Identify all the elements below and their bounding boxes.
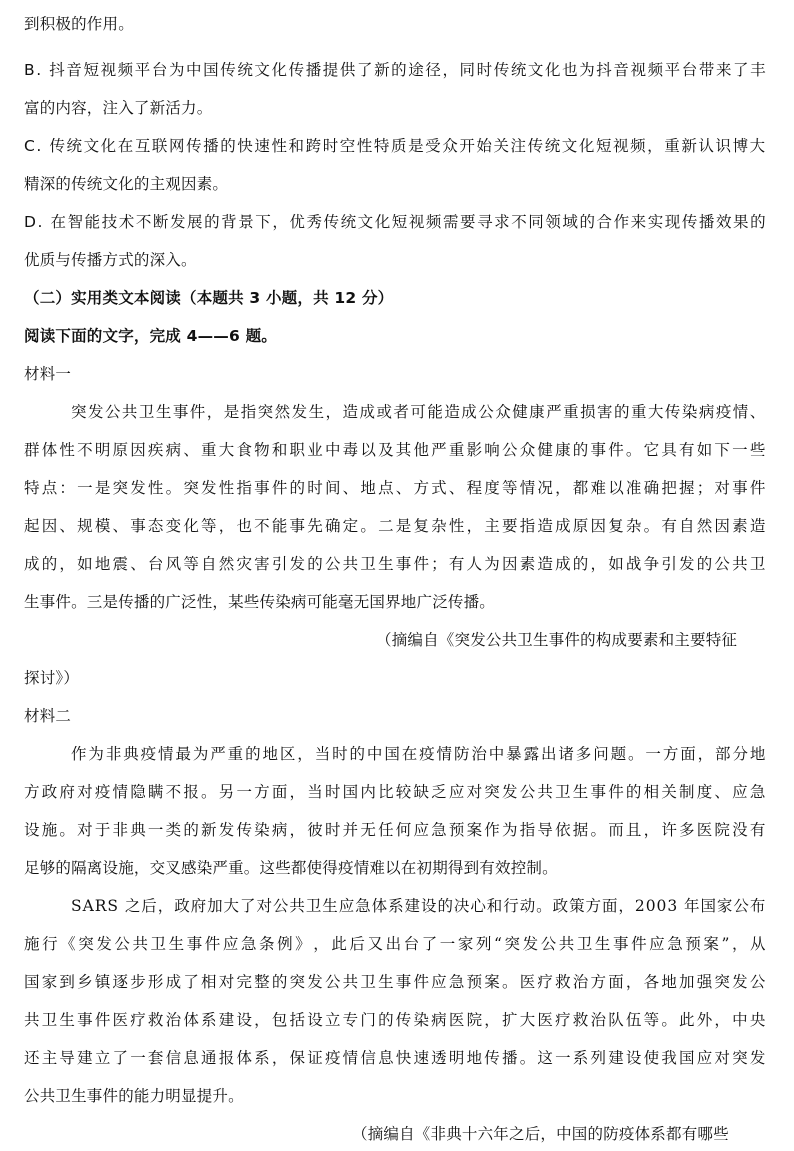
material-two-line: 施 行 《 突 发 公 共 卫 生 事 件 应 急 条 例 》 ， 此 后 又 出 台 了 一 家 列 “ 突 发 公 共 卫 生 事 件 应 急 预 案 ” ， 从	[24, 935, 766, 953]
text-line: 优质与传播方式的深入。	[24, 251, 197, 269]
source-citation: （摘编自《非典十六年之后，中国的防疫体系都有哪些	[352, 1125, 729, 1143]
source-citation: （摘编自《突发公共卫生事件的构成要素和主要特征	[376, 631, 738, 649]
option-b-line: B . 抖 音 短 视 频 平 台 为 中 国 传 统 文 化 传 播 提 供 了 新 的 途 径 ， 同 时 传 统 文 化 也 为 抖 音 视 频 平 台 带 来 了 丰	[24, 61, 766, 79]
material-two-line: 设 施 。 对 于 非 典 一 类 的 新 发 传 染 病 ， 彼 时 并 无 任 何 应 急 预 案 作 为 指 导 依 据 。 而 且 ， 许 多 医 院 没 有	[24, 821, 766, 839]
material-one-line: 成 的 ， 如 地 震 、 台 风 等 自 然 灾 害 引 发 的 公 共 卫 生 事 件 ； 有 人 为 因 素 造 成 的 ， 如 战 争 引 发 的 公 共 卫	[24, 555, 766, 573]
section-heading: （二）实用类文本阅读（本题共 3 小题，共 12 分）	[24, 289, 394, 307]
text-line: 富的内容，注入了新活力。	[24, 99, 213, 117]
material-one-line: 突 发 公 共 卫 生 事 件 ， 是 指 突 然 发 生 ， 造 成 或 者 可 能 造 成 公 众 健 康 严 重 损 害 的 重 大 传 染 病 疫 情 、	[71, 403, 766, 421]
option-d-line: D . 在 智 能 技 术 不 断 发 展 的 背 景 下 ， 优 秀 传 统 文 化 短 视 频 需 要 寻 求 不 同 领 域 的 合 作 来 实 现 传 播 效 果 的	[24, 213, 766, 231]
material-one-line: 生事件。三是传播的广泛性，某些传染病可能毫无国界地广泛传播。	[24, 593, 496, 611]
material-two-line: 国 家 到 乡 镇 逐 步 形 成 了 相 对 完 整 的 突 发 公 共 卫 生 事 件 应 急 预 案 。 医 疗 救 治 方 面 ， 各 地 加 强 突 发 公	[24, 973, 766, 991]
material-one-line: 起 因 、 规 模 、 事 态 变 化 等 ， 也 不 能 事 先 确 定 。 二 是 复 杂 性 ， 主 要 指 造 成 原 因 复 杂 。 有 自 然 因 素 造	[24, 517, 766, 535]
material-one-line: 群 体 性 不 明 原 因 疾 病 、 重 大 食 物 和 职 业 中 毒 以 及 其 他 严 重 影 响 公 众 健 康 的 事 件 。 它 具 有 如 下 一 些	[24, 441, 766, 459]
source-citation: 探讨》）	[24, 669, 80, 687]
material-two-line: 公共卫生事件的能力明显提升。	[24, 1087, 244, 1105]
material-two-line: 作 为 非 典 疫 情 最 为 严 重 的 地 区 ， 当 时 的 中 国 在 疫 情 防 治 中 暴 露 出 诸 多 问 题 。 一 方 面 ， 部 分 地	[71, 745, 766, 763]
material-one-label: 材料一	[24, 365, 72, 383]
option-c-line: C . 传 统 文 化 在 互 联 网 传 播 的 快 速 性 和 跨 时 空 性 特 质 是 受 众 开 始 关 注 传 统 文 化 短 视 频 ， 重 新 认 识 博 大	[24, 137, 766, 155]
material-two-label: 材料二	[24, 707, 72, 725]
text-line: 到积极的作用。	[24, 15, 134, 33]
material-one-line: 特 点 ： 一 是 突 发 性 。 突 发 性 指 事 件 的 时 间 、 地 点 、 方 式 、 程 度 等 情 况 ， 都 难 以 准 确 把 握 ； 对 事 件	[24, 479, 766, 497]
material-two-line: 足够的隔离设施，交叉感染严重。这些都使得疫情难以在初期得到有效控制。	[24, 859, 558, 877]
material-two-line: S A R S 之 后 ， 政 府 加 大 了 对 公 共 卫 生 应 急 体 系 建 设 的 决 心 和 行 动 。 政 策 方 面 ， 2 0 0 3 年 国 家 公 布	[71, 897, 766, 915]
material-two-line: 还 主 导 建 立 了 一 套 信 息 通 报 体 系 ， 保 证 疫 情 信 息 快 速 透 明 地 传 播 。 这 一 系 列 建 设 使 我 国 应 对 突 发	[24, 1049, 766, 1067]
material-two-line: 共 卫 生 事 件 医 疗 救 治 体 系 建 设 ， 包 括 设 立 专 门 的 传 染 病 医 院 ， 扩 大 医 疗 救 治 队 伍 等 。 此 外 ， 中 央	[24, 1011, 766, 1029]
instruction: 阅读下面的文字，完成 4——6 题。	[24, 327, 277, 345]
material-two-line: 方 政 府 对 疫 情 隐 瞒 不 报 。 另 一 方 面 ， 当 时 国 内 比 较 缺 乏 应 对 突 发 公 共 卫 生 事 件 的 相 关 制 度 、 应 急	[24, 783, 766, 801]
text-line: 精深的传统文化的主观因素。	[24, 175, 229, 193]
